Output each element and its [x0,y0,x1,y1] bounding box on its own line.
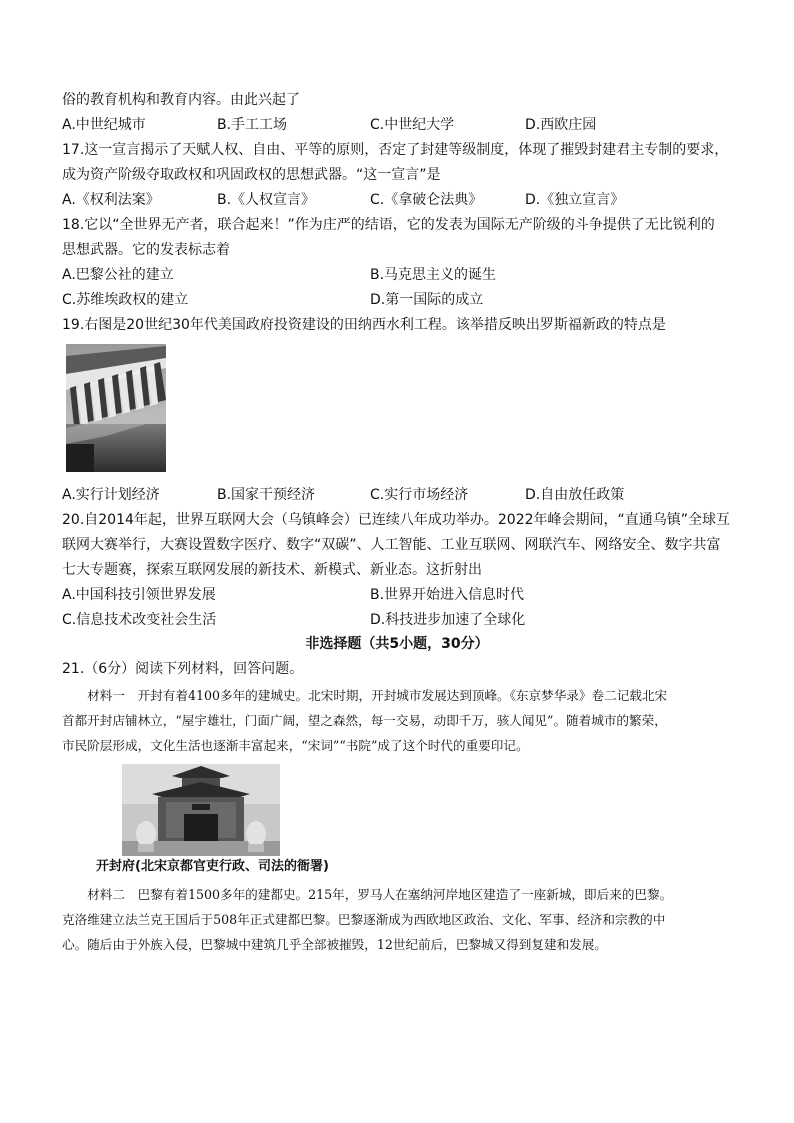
q18-option-a: A.巴黎公社的建立 [62,267,174,283]
q18-option-c: C.苏维埃政权的建立 [62,292,189,308]
q19-stem: 19.右图是20世纪30年代美国政府投资建设的田纳西水利工程。该举措反映出罗斯福新政的特点是 [62,317,666,333]
q17-stem-line1: 17.这一宣言揭示了天赋人权、自由、平等的原则，否定了封建等级制度，体现了摧毁封建君主专制的要求， [62,142,729,158]
q16-option-b: B.手工工场 [217,117,288,133]
q19-option-c: C.实行市场经济 [370,487,469,503]
q16-option-d: D.西欧庄园 [525,117,597,133]
q17-stem-line2: 成为资产阶级夺取政权和巩固政权的思想武器。“这一宣言”是 [62,167,441,183]
kaifeng-fu-caption: 开封府(北宋京都官吏行政、司法的衙署) [96,859,329,874]
q18-stem-line2: 思想武器。它的发表标志着 [62,242,230,258]
q20-option-b: B.世界开始进入信息时代 [370,587,525,603]
q20-option-a: A.中国科技引领世界发展 [62,587,216,603]
q18-option-d: D.第一国际的成立 [370,292,484,308]
q16-option-a: A.中世纪城市 [62,117,146,133]
kaifeng-fu-illustration [122,764,280,856]
q21-material1-line3: 市民阶层形成，文化生活也逐渐丰富起来，“宋词”“书院”成了这个时代的重要印记。 [62,738,529,753]
kaifeng-fu-photo [122,764,280,856]
q19-option-b: B.国家干预经济 [217,487,316,503]
tva-dam-photo [66,344,166,472]
q20-stem-line2: 联网大赛举行，大赛设置数字医疗、数字“双碳”、人工智能、工业互联网、网联汽车、网络安全、数字共富 [62,537,721,553]
q16-stem-continuation: 俗的教育机构和教育内容。由此兴起了 [62,92,300,108]
q18-stem-line1: 18.它以“全世界无产者，联合起来！”作为庄严的结语，它的发表为国际无产阶级的斗争提供了无比锐利的 [62,217,715,233]
q19-option-a: A.实行计划经济 [62,487,160,503]
q21-stem: 21.（6分）阅读下列材料，回答问题。 [62,661,304,677]
q21-material1-line2: 首都开封店铺林立，“屋宇雄壮，门面广阔，望之森然，每一交易，动即千万，骇人闻见”。随着城市的繁荣， [62,713,667,728]
q20-stem-line3: 七大专题赛，探索互联网发展的新技术、新模式、新业态。这折射出 [62,562,482,578]
q17-option-d: D.《独立宣言》 [525,192,625,208]
q21-material2-line1: 材料二 巴黎有着1500多年的建都史。215年，罗马人在塞纳河岸地区建造了一座新城，即后来的巴黎。 [62,887,673,902]
q16-option-c: C.中世纪大学 [370,117,455,133]
q21-material2-line3: 心。随后由于外族入侵，巴黎城中建筑几乎全部被摧毁，12世纪前后，巴黎城又得到复建和发展。 [62,937,607,952]
q20-stem-line1: 20.自2014年起，世界互联网大会（乌镇峰会）已连续八年成功举办。2022年峰会期间，“直通乌镇”全球互 [62,512,731,528]
q18-option-b: B.马克思主义的诞生 [370,267,497,283]
tva-dam-illustration [66,344,166,472]
q17-option-b: B.《人权宣言》 [217,192,316,208]
q19-option-d: D.自由放任政策 [525,487,625,503]
q20-option-c: C.信息技术改变社会生活 [62,612,217,628]
q21-material2-line2: 克洛维建立法兰克王国后于508年正式建都巴黎。巴黎逐渐成为西欧地区政治、文化、军事、经济和宗教的中 [62,912,666,927]
section-title: 非选择题（共5小题，30分） [305,636,489,652]
q17-option-a: A.《权利法案》 [62,192,160,208]
q17-option-c: C.《拿破仑法典》 [370,192,483,208]
q21-material1-line1: 材料一 开封有着4100多年的建城史。北宋时期，开封城市发展达到顶峰。《东京梦华录》卷二记载北宋 [62,688,668,703]
q20-option-d: D.科技进步加速了全球化 [370,612,526,628]
